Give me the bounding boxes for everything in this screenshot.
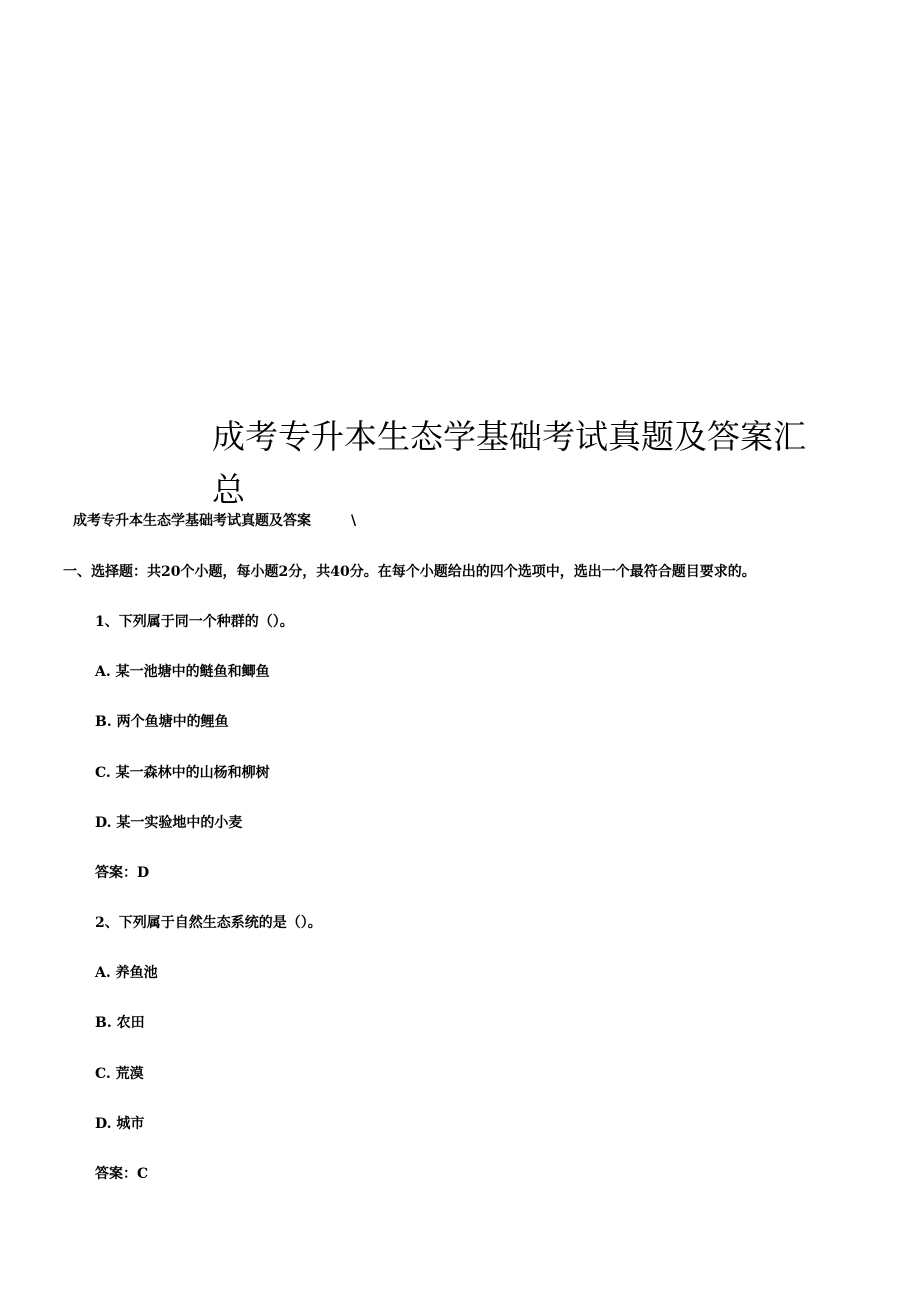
question-1-option-b: B. 两个鱼塘中的鲤鱼 <box>95 714 229 730</box>
question-2-option-d: D. 城市 <box>95 1116 145 1132</box>
section-heading: 一、选择题：共20个小题，每小题2分，共40分。在每个小题给出的四个选项中，选出一个最符合题目要求的。 <box>63 564 756 580</box>
question-1-answer: 答案：D <box>95 865 150 881</box>
question-1-option-a: A. 某一池塘中的鲢鱼和鲫鱼 <box>95 664 270 680</box>
question-2-option-c: C. 荒漠 <box>95 1066 144 1082</box>
question-1-option-c: C. 某一森林中的山杨和柳树 <box>95 765 270 781</box>
subtitle-mark: \ <box>351 513 357 529</box>
subtitle-text: 成考专升本生态学基础考试真题及答案 <box>73 513 311 529</box>
question-2-answer: 答案：C <box>95 1166 149 1182</box>
question-2-option-a: A. 养鱼池 <box>95 965 158 981</box>
question-1-stem: 1、下列属于同一个种群的（）。 <box>95 614 294 630</box>
document-subtitle <box>73 511 356 531</box>
question-1-option-d: D. 某一实验地中的小麦 <box>95 815 243 831</box>
question-2-stem: 2、下列属于自然生态系统的是（）。 <box>95 915 322 931</box>
page-title: 成考专升本生态学基础考试真题及答案汇总 <box>212 417 806 509</box>
question-2-option-b: B. 农田 <box>95 1015 145 1031</box>
